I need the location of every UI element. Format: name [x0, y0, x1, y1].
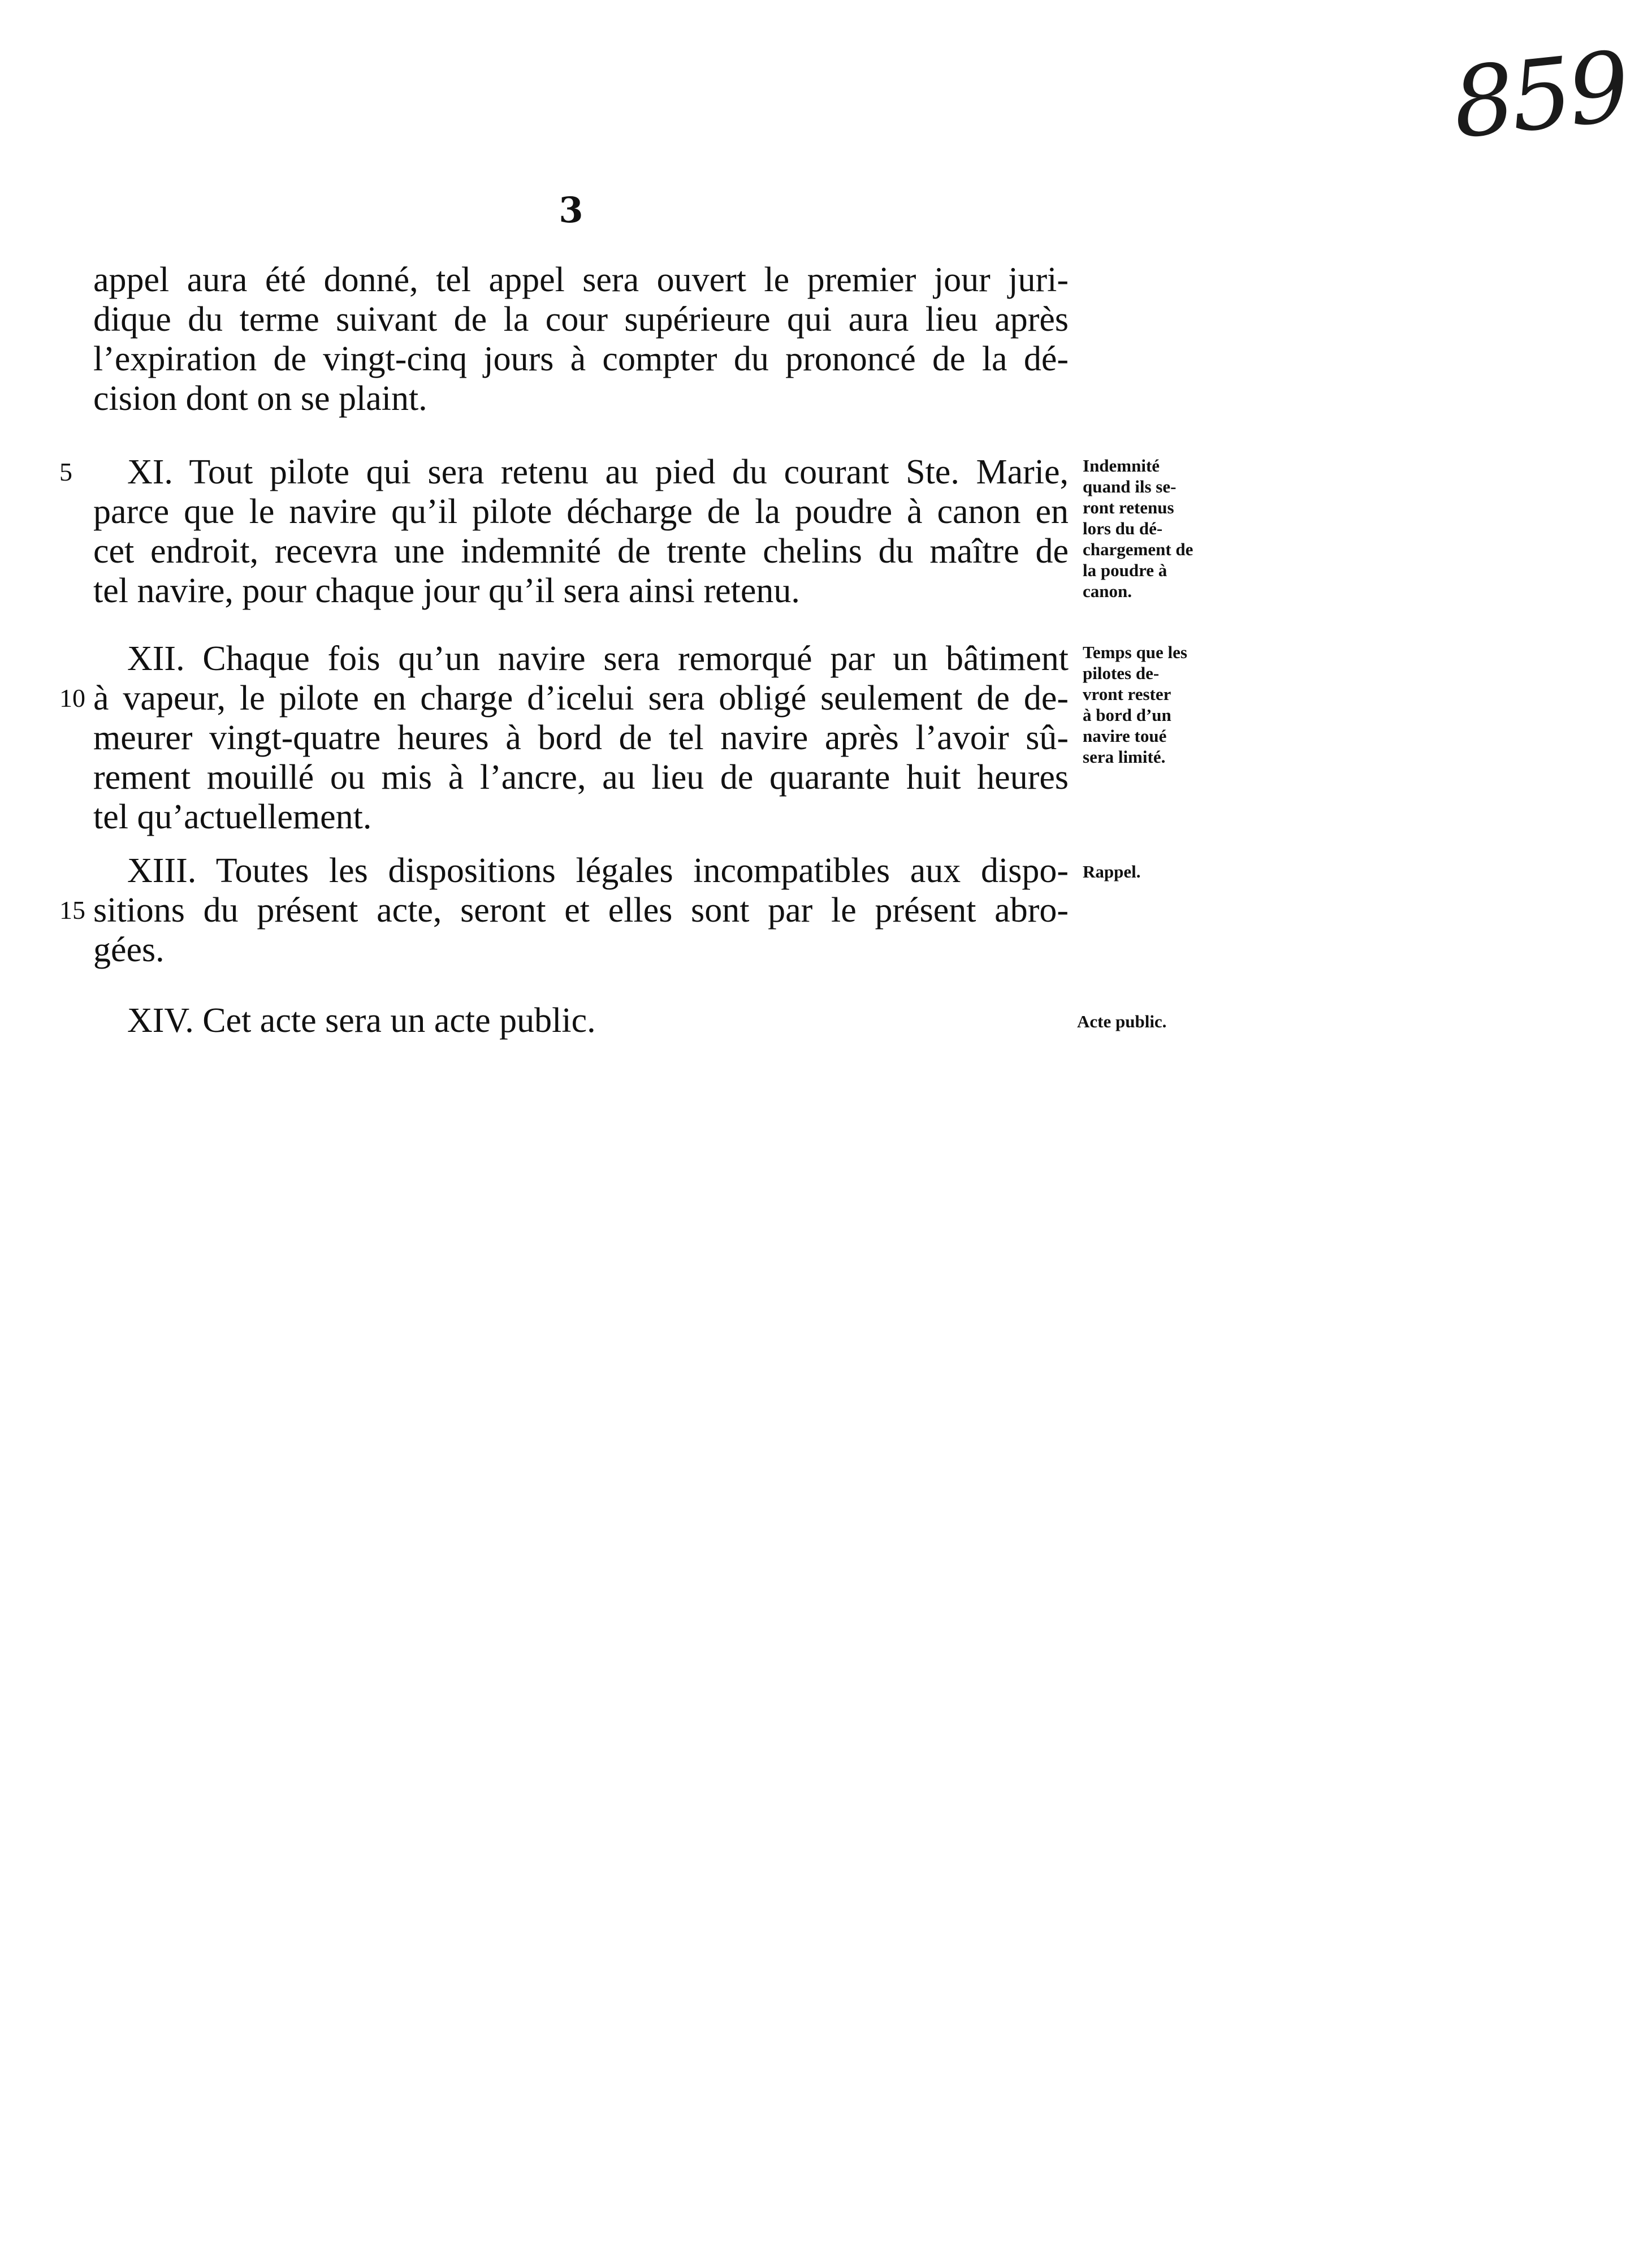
margin-note-line: sera limité.	[1083, 747, 1166, 767]
page-number: 3	[559, 189, 583, 231]
text-line: tel qu’actuellement.	[93, 798, 372, 836]
text-line: XII. Chaque fois qu’un navire sera remorqué par un bâtiment	[127, 639, 1069, 678]
text-line: cet endroit, recevra une indemnité de trente chelins du maître de	[93, 532, 1069, 571]
margin-note-public-act	[1077, 1011, 1224, 1032]
archive-stamp-number: 859	[1447, 31, 1632, 161]
margin-note-pilot-time	[1083, 642, 1230, 767]
margin-note-line: Indemnité	[1083, 456, 1160, 476]
margin-note-line: Acte public.	[1077, 1012, 1167, 1031]
text-line: dique du terme suivant de la cour supérieure qui aura lieu après	[93, 300, 1069, 339]
text-line: XIII. Toutes les dispositions légales incompatibles aux dispo-	[127, 852, 1069, 890]
line-number: 5	[59, 457, 72, 486]
text-line: parce que le navire qu’il pilote décharge de la poudre à canon en	[93, 492, 1069, 531]
text-line: rement mouillé ou mis à l’ancre, au lieu de quarante huit heures	[93, 758, 1069, 797]
margin-note-line: chargement de	[1083, 539, 1193, 559]
margin-note-line: quand ils se-	[1083, 477, 1177, 496]
line-number: 10	[59, 684, 85, 712]
margin-note-line: pilotes de-	[1083, 663, 1160, 683]
text-line: appel aura été donné, tel appel sera ouvert le premier jour juri-	[93, 261, 1069, 299]
margin-note-line: ront retenus	[1083, 498, 1174, 517]
margin-note-line: à bord d’un	[1083, 705, 1171, 725]
margin-note-line: vront rester	[1083, 684, 1171, 704]
margin-note-line: la poudre à	[1083, 560, 1167, 580]
margin-note-line: Rappel.	[1083, 862, 1141, 881]
text-line: gées.	[93, 931, 165, 969]
text-line: sitions du présent acte, seront et elles sont par le présent abro-	[93, 891, 1069, 930]
text-line: tel navire, pour chaque jour qu’il sera ainsi retenu.	[93, 572, 800, 610]
text-line: XIV. Cet acte sera un acte public.	[127, 1001, 596, 1040]
text-line: à vapeur, le pilote en charge d’icelui sera obligé seulement de de-	[93, 679, 1069, 718]
margin-note-line: Temps que les	[1083, 642, 1187, 662]
text-line: meurer vingt-quatre heures à bord de tel navire après l’avoir sû-	[93, 719, 1069, 757]
margin-note-line: navire toué	[1083, 726, 1167, 746]
line-number: 15	[59, 896, 85, 924]
margin-note-line: lors du dé-	[1083, 518, 1163, 538]
margin-note-line: canon.	[1083, 581, 1132, 601]
margin-note-indemnity	[1083, 455, 1230, 602]
text-line: cision dont on se plaint.	[93, 379, 427, 418]
text-line: l’expiration de vingt-cinq jours à compter du prononcé de la dé-	[93, 340, 1069, 378]
text-line: XI. Tout pilote qui sera retenu au pied du courant Ste. Marie,	[127, 453, 1069, 491]
margin-note-repeal	[1083, 861, 1230, 882]
